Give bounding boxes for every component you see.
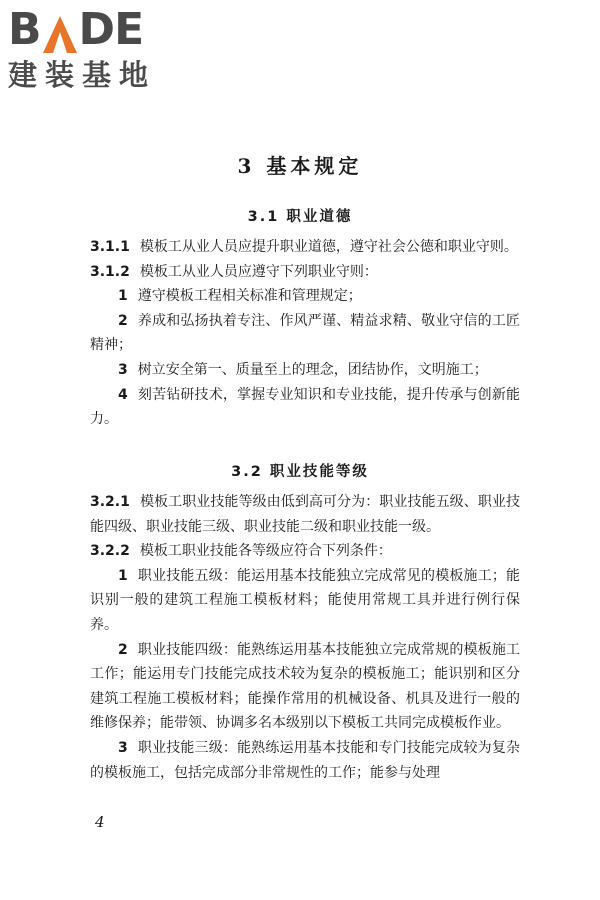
item-number: 2 [118, 641, 128, 658]
clause-number: 3.2.2 [90, 543, 130, 560]
item-number: 3 [118, 361, 128, 378]
clause-number: 3.2.1 [90, 494, 130, 510]
clause [90, 539, 520, 564]
clause [90, 490, 520, 539]
logo-subtitle: 建装基地 [8, 58, 157, 92]
item-text: 树立安全第一、质量至上的理念，团结协作，文明施工； [137, 361, 488, 378]
section-title: 3.2 职业技能等级 [231, 464, 369, 480]
section-body [90, 490, 520, 785]
section-body [90, 235, 520, 432]
logo-letters-b: B [8, 4, 41, 55]
clause-number: 3.1.2 [90, 263, 130, 280]
item-number: 4 [118, 386, 128, 403]
item-text: 职业技能五级：能运用基本技能独立完成常见的模板施工；能识别一般的建筑工程施工模板材料；能使用常规工具并进行例行保养。 [90, 567, 520, 633]
chapter-title: 3 基本规定 [237, 154, 363, 178]
item-text: 职业技能四级：能熟练运用基本技能独立完成常规的模板施工工作；能运用专门技能完成技术较为复杂的模板施工；能识别和区分建筑工程施工模板材料；能操作常用的机械设备、机具及进行一般的维修保养；能带领、协调多名本级别以下模板工共同完成模板作业。 [90, 641, 520, 732]
list-item [90, 564, 520, 638]
list-item [90, 383, 520, 432]
item-number: 3 [118, 739, 128, 756]
clause-text: 模板工职业技能各等级应符合下列条件： [139, 543, 392, 560]
item-number: 1 [118, 567, 128, 584]
clause [90, 235, 520, 260]
page-number: 4 [95, 813, 105, 831]
clause-text: 模板工从业人员应提升职业道德，遵守社会公德和职业守则。 [139, 239, 518, 255]
list-item [90, 284, 520, 309]
item-text: 遵守模板工程相关标准和管理规定； [137, 288, 362, 305]
clause-text: 模板工职业技能等级由低到高可分为：职业技能五级、职业技能四级、职业技能三级、职业技能二级和职业技能一级。 [90, 494, 520, 535]
item-text: 养成和弘扬执着专注、作风严谨、精益求精、敬业守信的工匠精神； [90, 312, 520, 354]
item-number: 1 [118, 288, 128, 305]
item-number: 2 [118, 312, 128, 329]
list-item [90, 309, 520, 358]
clause [90, 260, 520, 285]
clause-text: 模板工从业人员应遵守下列职业守则： [139, 263, 378, 280]
item-text: 刻苦钻研技术，掌握专业知识和专业技能，提升传承与创新能力。 [90, 386, 520, 428]
logo-letters-de: DE [78, 4, 144, 55]
clause-number: 3.1.1 [90, 239, 130, 255]
list-item [90, 358, 520, 383]
list-item [90, 638, 520, 736]
list-item [90, 736, 520, 785]
item-text: 职业技能三级：能熟练运用基本技能和专门技能完成较为复杂的模板施工，包括完成部分非常规性的工作；能参与处理 [90, 739, 520, 781]
section-title: 3.1 职业道德 [247, 209, 353, 225]
